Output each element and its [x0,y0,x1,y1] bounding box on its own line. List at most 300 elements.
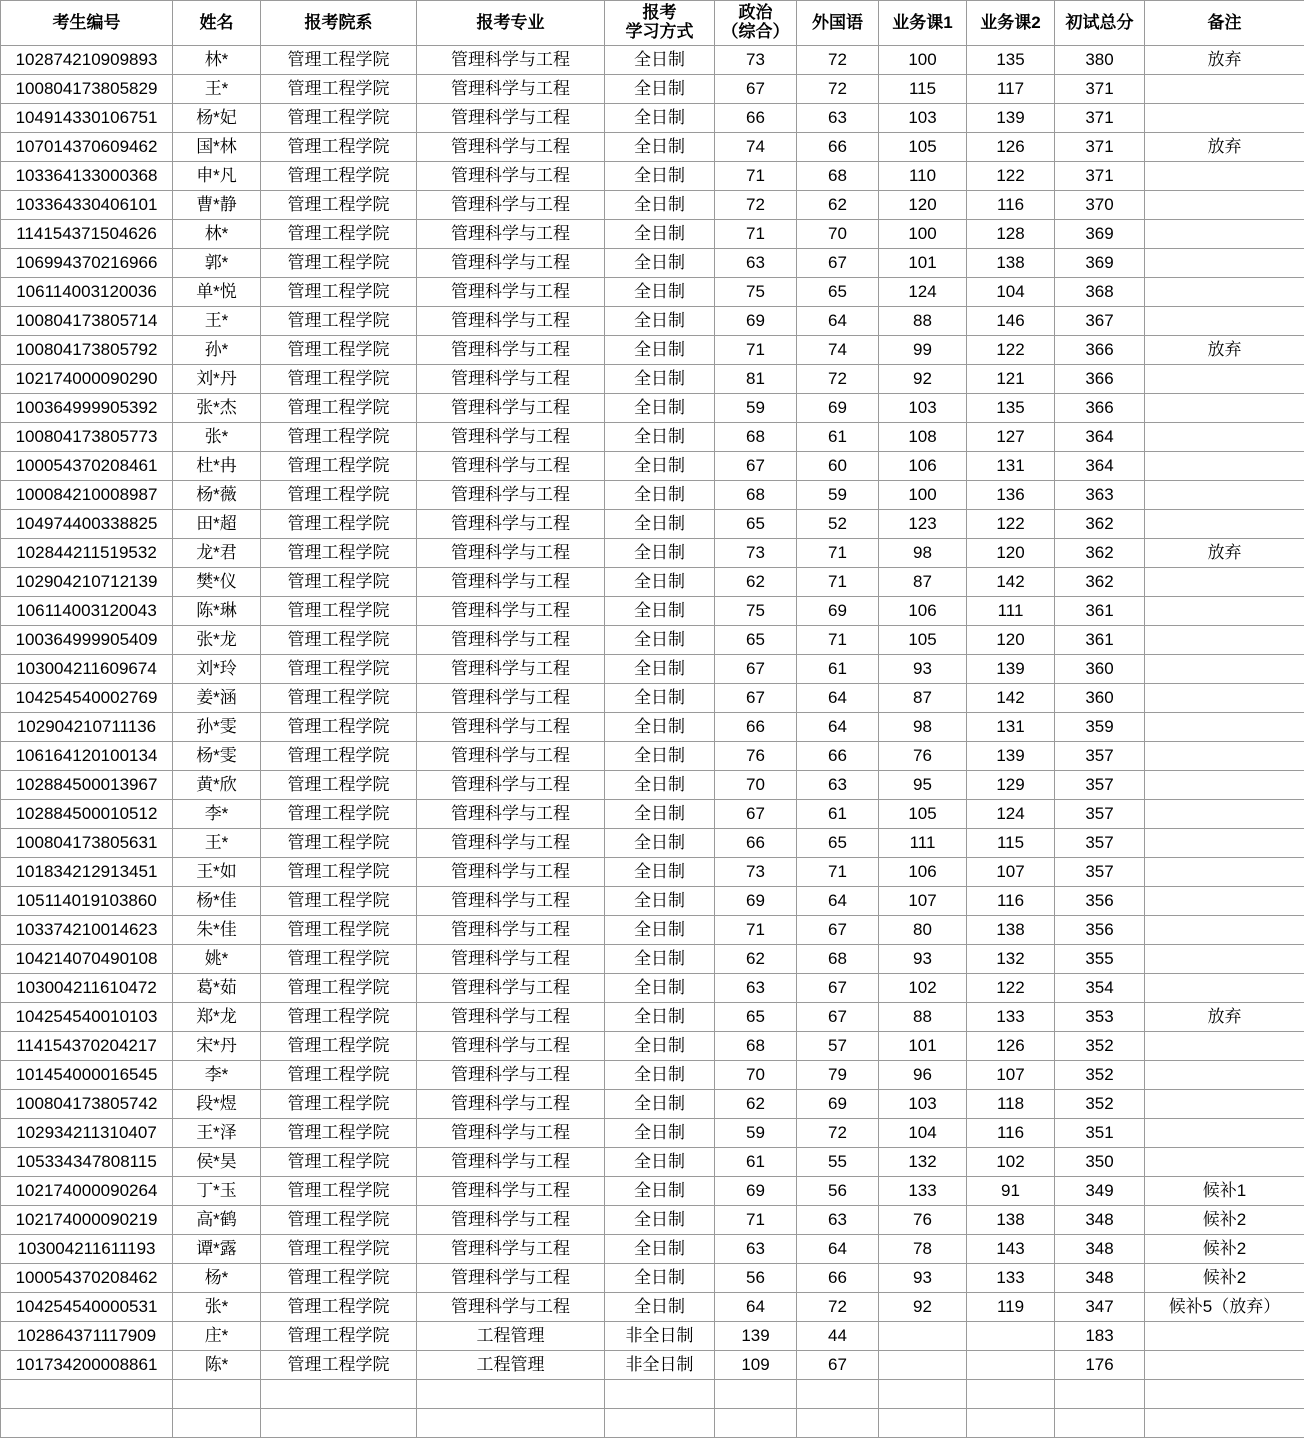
cell-total-score: 359 [1055,713,1145,742]
cell-exam-id: 102174000090264 [1,1177,173,1206]
cell-remark [1145,481,1304,510]
cell-total-score: 369 [1055,220,1145,249]
cell-empty [797,1380,879,1409]
cell-study-mode: 全日制 [605,220,715,249]
cell-exam-id: 106994370216966 [1,249,173,278]
cell-total-score: 371 [1055,104,1145,133]
cell-exam-id: 101454000016545 [1,1061,173,1090]
cell-politics: 74 [715,133,797,162]
cell-total-score: 347 [1055,1293,1145,1322]
cell-subject-2: 133 [967,1264,1055,1293]
cell-total-score: 366 [1055,365,1145,394]
cell-name: 刘*丹 [173,365,261,394]
cell-major: 管理科学与工程 [417,771,605,800]
cell-subject-2: 111 [967,597,1055,626]
cell-name: 杨*薇 [173,481,261,510]
cell-total-score: 371 [1055,75,1145,104]
cell-exam-id: 101834212913451 [1,858,173,887]
table-row [1,771,1304,800]
table-row [1,713,1304,742]
table-row [1,365,1304,394]
cell-empty [173,1409,261,1438]
cell-total-score: 380 [1055,46,1145,75]
cell-name: 王*泽 [173,1119,261,1148]
table-row [1,742,1304,771]
cell-name: 陈*琳 [173,597,261,626]
cell-name: 孙* [173,336,261,365]
cell-study-mode: 全日制 [605,365,715,394]
cell-department: 管理工程学院 [261,481,417,510]
cell-politics: 71 [715,220,797,249]
cell-exam-id: 114154371504626 [1,220,173,249]
cell-study-mode: 全日制 [605,394,715,423]
cell-foreign-language: 71 [797,539,879,568]
cell-total-score: 356 [1055,887,1145,916]
cell-major: 管理科学与工程 [417,1003,605,1032]
cell-remark: 候补2 [1145,1264,1304,1293]
cell-remark [1145,1119,1304,1148]
cell-exam-id: 100804173805714 [1,307,173,336]
cell-politics: 67 [715,655,797,684]
table-row [1,75,1304,104]
cell-department: 管理工程学院 [261,220,417,249]
cell-study-mode: 非全日制 [605,1351,715,1380]
cell-remark: 候补5（放弃） [1145,1293,1304,1322]
cell-politics: 73 [715,539,797,568]
cell-exam-id: 103004211611193 [1,1235,173,1264]
cell-exam-id: 102904210712139 [1,568,173,597]
cell-study-mode: 全日制 [605,249,715,278]
cell-name: 黄*欣 [173,771,261,800]
cell-remark [1145,1032,1304,1061]
cell-study-mode: 全日制 [605,974,715,1003]
cell-subject-1: 88 [879,1003,967,1032]
table-row [1,539,1304,568]
cell-foreign-language: 61 [797,423,879,452]
cell-name: 张*杰 [173,394,261,423]
cell-politics: 73 [715,46,797,75]
table-row [1,452,1304,481]
cell-major: 管理科学与工程 [417,336,605,365]
table-row [1,1293,1304,1322]
cell-department: 管理工程学院 [261,191,417,220]
cell-total-score: 368 [1055,278,1145,307]
cell-department: 管理工程学院 [261,394,417,423]
cell-name: 王* [173,829,261,858]
table-row [1,1032,1304,1061]
cell-department: 管理工程学院 [261,307,417,336]
cell-study-mode: 全日制 [605,46,715,75]
cell-exam-id: 102934211310407 [1,1119,173,1148]
cell-major: 管理科学与工程 [417,1293,605,1322]
cell-empty [967,1409,1055,1438]
cell-major: 管理科学与工程 [417,916,605,945]
cell-total-score: 183 [1055,1322,1145,1351]
cell-exam-id: 103004211610472 [1,974,173,1003]
cell-exam-id: 100364999905409 [1,626,173,655]
cell-subject-1: 106 [879,858,967,887]
cell-name: 郑*龙 [173,1003,261,1032]
cell-foreign-language: 72 [797,1119,879,1148]
cell-major: 管理科学与工程 [417,800,605,829]
cell-foreign-language: 61 [797,655,879,684]
cell-department: 管理工程学院 [261,162,417,191]
cell-major: 管理科学与工程 [417,46,605,75]
cell-foreign-language: 74 [797,336,879,365]
cell-major: 管理科学与工程 [417,1148,605,1177]
table-row [1,626,1304,655]
cell-subject-1: 93 [879,1264,967,1293]
cell-name: 侯*昊 [173,1148,261,1177]
cell-remark [1145,1148,1304,1177]
cell-study-mode: 全日制 [605,423,715,452]
cell-study-mode: 全日制 [605,191,715,220]
cell-remark [1145,626,1304,655]
cell-exam-id: 104974400338825 [1,510,173,539]
table-row [1,423,1304,452]
cell-exam-id: 104914330106751 [1,104,173,133]
cell-major: 管理科学与工程 [417,220,605,249]
cell-major: 管理科学与工程 [417,1177,605,1206]
cell-remark: 放弃 [1145,336,1304,365]
cell-exam-id: 107014370609462 [1,133,173,162]
cell-politics: 68 [715,423,797,452]
cell-department: 管理工程学院 [261,1119,417,1148]
cell-major: 管理科学与工程 [417,423,605,452]
cell-major: 管理科学与工程 [417,1119,605,1148]
cell-exam-id: 102874210909893 [1,46,173,75]
cell-department: 管理工程学院 [261,568,417,597]
cell-politics: 67 [715,452,797,481]
cell-subject-1: 110 [879,162,967,191]
cell-major: 管理科学与工程 [417,539,605,568]
cell-foreign-language: 68 [797,162,879,191]
cell-foreign-language: 68 [797,945,879,974]
cell-remark: 候补1 [1145,1177,1304,1206]
cell-major: 管理科学与工程 [417,829,605,858]
cell-subject-1: 107 [879,887,967,916]
cell-foreign-language: 64 [797,713,879,742]
cell-study-mode: 全日制 [605,655,715,684]
cell-department: 管理工程学院 [261,365,417,394]
cell-subject-2: 146 [967,307,1055,336]
cell-exam-id: 106114003120043 [1,597,173,626]
cell-politics: 68 [715,1032,797,1061]
cell-department: 管理工程学院 [261,974,417,1003]
cell-politics: 66 [715,713,797,742]
cell-politics: 75 [715,278,797,307]
cell-department: 管理工程学院 [261,742,417,771]
cell-politics: 67 [715,75,797,104]
column-header-foreign-language: 外国语 [797,1,879,46]
cell-study-mode: 全日制 [605,1061,715,1090]
cell-total-score: 371 [1055,133,1145,162]
cell-name: 王*如 [173,858,261,887]
cell-remark [1145,597,1304,626]
cell-name: 谭*露 [173,1235,261,1264]
cell-subject-2: 120 [967,626,1055,655]
cell-empty [715,1409,797,1438]
cell-subject-2: 122 [967,510,1055,539]
cell-remark [1145,365,1304,394]
cell-remark [1145,916,1304,945]
cell-exam-id: 100054370208461 [1,452,173,481]
cell-subject-2: 91 [967,1177,1055,1206]
cell-subject-1: 133 [879,1177,967,1206]
cell-subject-1: 95 [879,771,967,800]
cell-major: 管理科学与工程 [417,249,605,278]
cell-foreign-language: 61 [797,800,879,829]
cell-politics: 71 [715,162,797,191]
cell-major: 管理科学与工程 [417,481,605,510]
cell-foreign-language: 64 [797,684,879,713]
cell-total-score: 362 [1055,568,1145,597]
cell-subject-2: 122 [967,162,1055,191]
cell-exam-id: 103364330406101 [1,191,173,220]
cell-study-mode: 全日制 [605,336,715,365]
cell-total-score: 360 [1055,684,1145,713]
table-row [1,887,1304,916]
cell-department: 管理工程学院 [261,713,417,742]
cell-subject-1: 101 [879,1032,967,1061]
cell-department: 管理工程学院 [261,336,417,365]
cell-foreign-language: 52 [797,510,879,539]
cell-name: 杨*妃 [173,104,261,133]
cell-major: 管理科学与工程 [417,452,605,481]
cell-foreign-language: 66 [797,1264,879,1293]
cell-politics: 67 [715,800,797,829]
cell-study-mode: 全日制 [605,133,715,162]
cell-foreign-language: 66 [797,133,879,162]
table-row [1,1003,1304,1032]
cell-politics: 75 [715,597,797,626]
cell-department: 管理工程学院 [261,1351,417,1380]
cell-empty [797,1409,879,1438]
cell-study-mode: 全日制 [605,1235,715,1264]
cell-subject-2: 132 [967,945,1055,974]
cell-department: 管理工程学院 [261,249,417,278]
cell-name: 庄* [173,1322,261,1351]
cell-remark [1145,655,1304,684]
cell-study-mode: 全日制 [605,452,715,481]
cell-remark [1145,191,1304,220]
cell-name: 张* [173,1293,261,1322]
cell-department: 管理工程学院 [261,771,417,800]
cell-subject-1: 105 [879,800,967,829]
table-row [1,510,1304,539]
cell-exam-id: 106114003120036 [1,278,173,307]
table-row [1,1206,1304,1235]
cell-remark: 候补2 [1145,1206,1304,1235]
cell-subject-2: 143 [967,1235,1055,1264]
cell-name: 田*超 [173,510,261,539]
cell-subject-2: 117 [967,75,1055,104]
cell-department: 管理工程学院 [261,597,417,626]
cell-major: 管理科学与工程 [417,1061,605,1090]
cell-major: 管理科学与工程 [417,887,605,916]
cell-department: 管理工程学院 [261,46,417,75]
cell-exam-id: 104254540000531 [1,1293,173,1322]
cell-foreign-language: 67 [797,1003,879,1032]
cell-subject-1: 100 [879,220,967,249]
cell-major: 管理科学与工程 [417,568,605,597]
cell-remark [1145,423,1304,452]
cell-exam-id: 103004211609674 [1,655,173,684]
cell-total-score: 355 [1055,945,1145,974]
cell-foreign-language: 70 [797,220,879,249]
cell-total-score: 360 [1055,655,1145,684]
cell-study-mode: 全日制 [605,104,715,133]
cell-department: 管理工程学院 [261,1264,417,1293]
cell-name: 高*鹤 [173,1206,261,1235]
cell-department: 管理工程学院 [261,945,417,974]
cell-study-mode: 全日制 [605,626,715,655]
cell-major: 管理科学与工程 [417,1090,605,1119]
cell-department: 管理工程学院 [261,278,417,307]
cell-study-mode: 全日制 [605,945,715,974]
cell-department: 管理工程学院 [261,1148,417,1177]
cell-politics: 71 [715,336,797,365]
cell-study-mode: 全日制 [605,1090,715,1119]
cell-department: 管理工程学院 [261,452,417,481]
cell-politics: 61 [715,1148,797,1177]
cell-remark [1145,1322,1304,1351]
cell-name: 姚* [173,945,261,974]
cell-empty [1055,1409,1145,1438]
cell-politics: 64 [715,1293,797,1322]
cell-remark [1145,104,1304,133]
cell-study-mode: 全日制 [605,568,715,597]
cell-study-mode: 全日制 [605,916,715,945]
cell-subject-2 [967,1351,1055,1380]
cell-department: 管理工程学院 [261,1206,417,1235]
cell-name: 李* [173,1061,261,1090]
cell-study-mode: 全日制 [605,1206,715,1235]
cell-total-score: 348 [1055,1264,1145,1293]
cell-name: 李* [173,800,261,829]
table-row [1,1090,1304,1119]
cell-name: 龙*君 [173,539,261,568]
cell-subject-1: 98 [879,713,967,742]
cell-remark [1145,394,1304,423]
cell-foreign-language: 64 [797,887,879,916]
cell-subject-1: 76 [879,742,967,771]
cell-exam-id: 104254540002769 [1,684,173,713]
cell-remark [1145,1351,1304,1380]
cell-exam-id: 100804173805773 [1,423,173,452]
cell-subject-1: 78 [879,1235,967,1264]
cell-department: 管理工程学院 [261,626,417,655]
cell-remark: 放弃 [1145,133,1304,162]
cell-politics: 76 [715,742,797,771]
cell-exam-id: 100054370208462 [1,1264,173,1293]
cell-foreign-language: 64 [797,1235,879,1264]
cell-exam-id: 100804173805631 [1,829,173,858]
cell-exam-id: 105114019103860 [1,887,173,916]
cell-name: 王* [173,307,261,336]
column-header-total-score: 初试总分 [1055,1,1145,46]
cell-name: 杨*雯 [173,742,261,771]
cell-subject-2: 131 [967,713,1055,742]
cell-remark [1145,858,1304,887]
cell-empty [261,1409,417,1438]
cell-major: 工程管理 [417,1351,605,1380]
cell-politics: 59 [715,394,797,423]
cell-major: 管理科学与工程 [417,1264,605,1293]
cell-remark [1145,278,1304,307]
cell-foreign-language: 60 [797,452,879,481]
cell-subject-1: 115 [879,75,967,104]
cell-foreign-language: 71 [797,568,879,597]
cell-department: 管理工程学院 [261,858,417,887]
cell-empty [261,1380,417,1409]
cell-department: 管理工程学院 [261,684,417,713]
cell-subject-2: 116 [967,191,1055,220]
cell-subject-2: 139 [967,742,1055,771]
cell-study-mode: 全日制 [605,510,715,539]
cell-total-score: 350 [1055,1148,1145,1177]
table-row [1,481,1304,510]
cell-empty [173,1380,261,1409]
cell-name: 陈* [173,1351,261,1380]
cell-foreign-language: 65 [797,278,879,307]
cell-major: 管理科学与工程 [417,394,605,423]
cell-total-score: 353 [1055,1003,1145,1032]
table-row [1,104,1304,133]
cell-major: 管理科学与工程 [417,713,605,742]
cell-name: 杨*佳 [173,887,261,916]
cell-foreign-language: 69 [797,1090,879,1119]
cell-foreign-language: 63 [797,1206,879,1235]
cell-major: 管理科学与工程 [417,1032,605,1061]
cell-department: 管理工程学院 [261,1003,417,1032]
cell-foreign-language: 79 [797,1061,879,1090]
cell-name: 申*凡 [173,162,261,191]
cell-department: 管理工程学院 [261,1322,417,1351]
cell-total-score: 362 [1055,510,1145,539]
table-empty-row [1,1380,1304,1409]
cell-exam-id: 102884500010512 [1,800,173,829]
cell-subject-1: 93 [879,945,967,974]
cell-major: 管理科学与工程 [417,278,605,307]
cell-remark: 候补2 [1145,1235,1304,1264]
cell-subject-1: 92 [879,365,967,394]
table-row [1,1264,1304,1293]
cell-subject-2: 120 [967,539,1055,568]
cell-remark [1145,800,1304,829]
cell-empty [417,1380,605,1409]
cell-subject-2: 142 [967,684,1055,713]
cell-study-mode: 全日制 [605,1293,715,1322]
cell-remark [1145,162,1304,191]
cell-name: 孙*雯 [173,713,261,742]
cell-politics: 65 [715,1003,797,1032]
cell-politics: 63 [715,249,797,278]
table-row [1,974,1304,1003]
cell-empty [879,1409,967,1438]
cell-foreign-language: 64 [797,307,879,336]
cell-foreign-language: 67 [797,249,879,278]
table-row [1,336,1304,365]
cell-exam-id: 104254540010103 [1,1003,173,1032]
cell-name: 林* [173,46,261,75]
cell-subject-2: 138 [967,1206,1055,1235]
cell-total-score: 357 [1055,858,1145,887]
cell-remark [1145,75,1304,104]
cell-foreign-language: 55 [797,1148,879,1177]
cell-department: 管理工程学院 [261,655,417,684]
cell-subject-1: 87 [879,568,967,597]
